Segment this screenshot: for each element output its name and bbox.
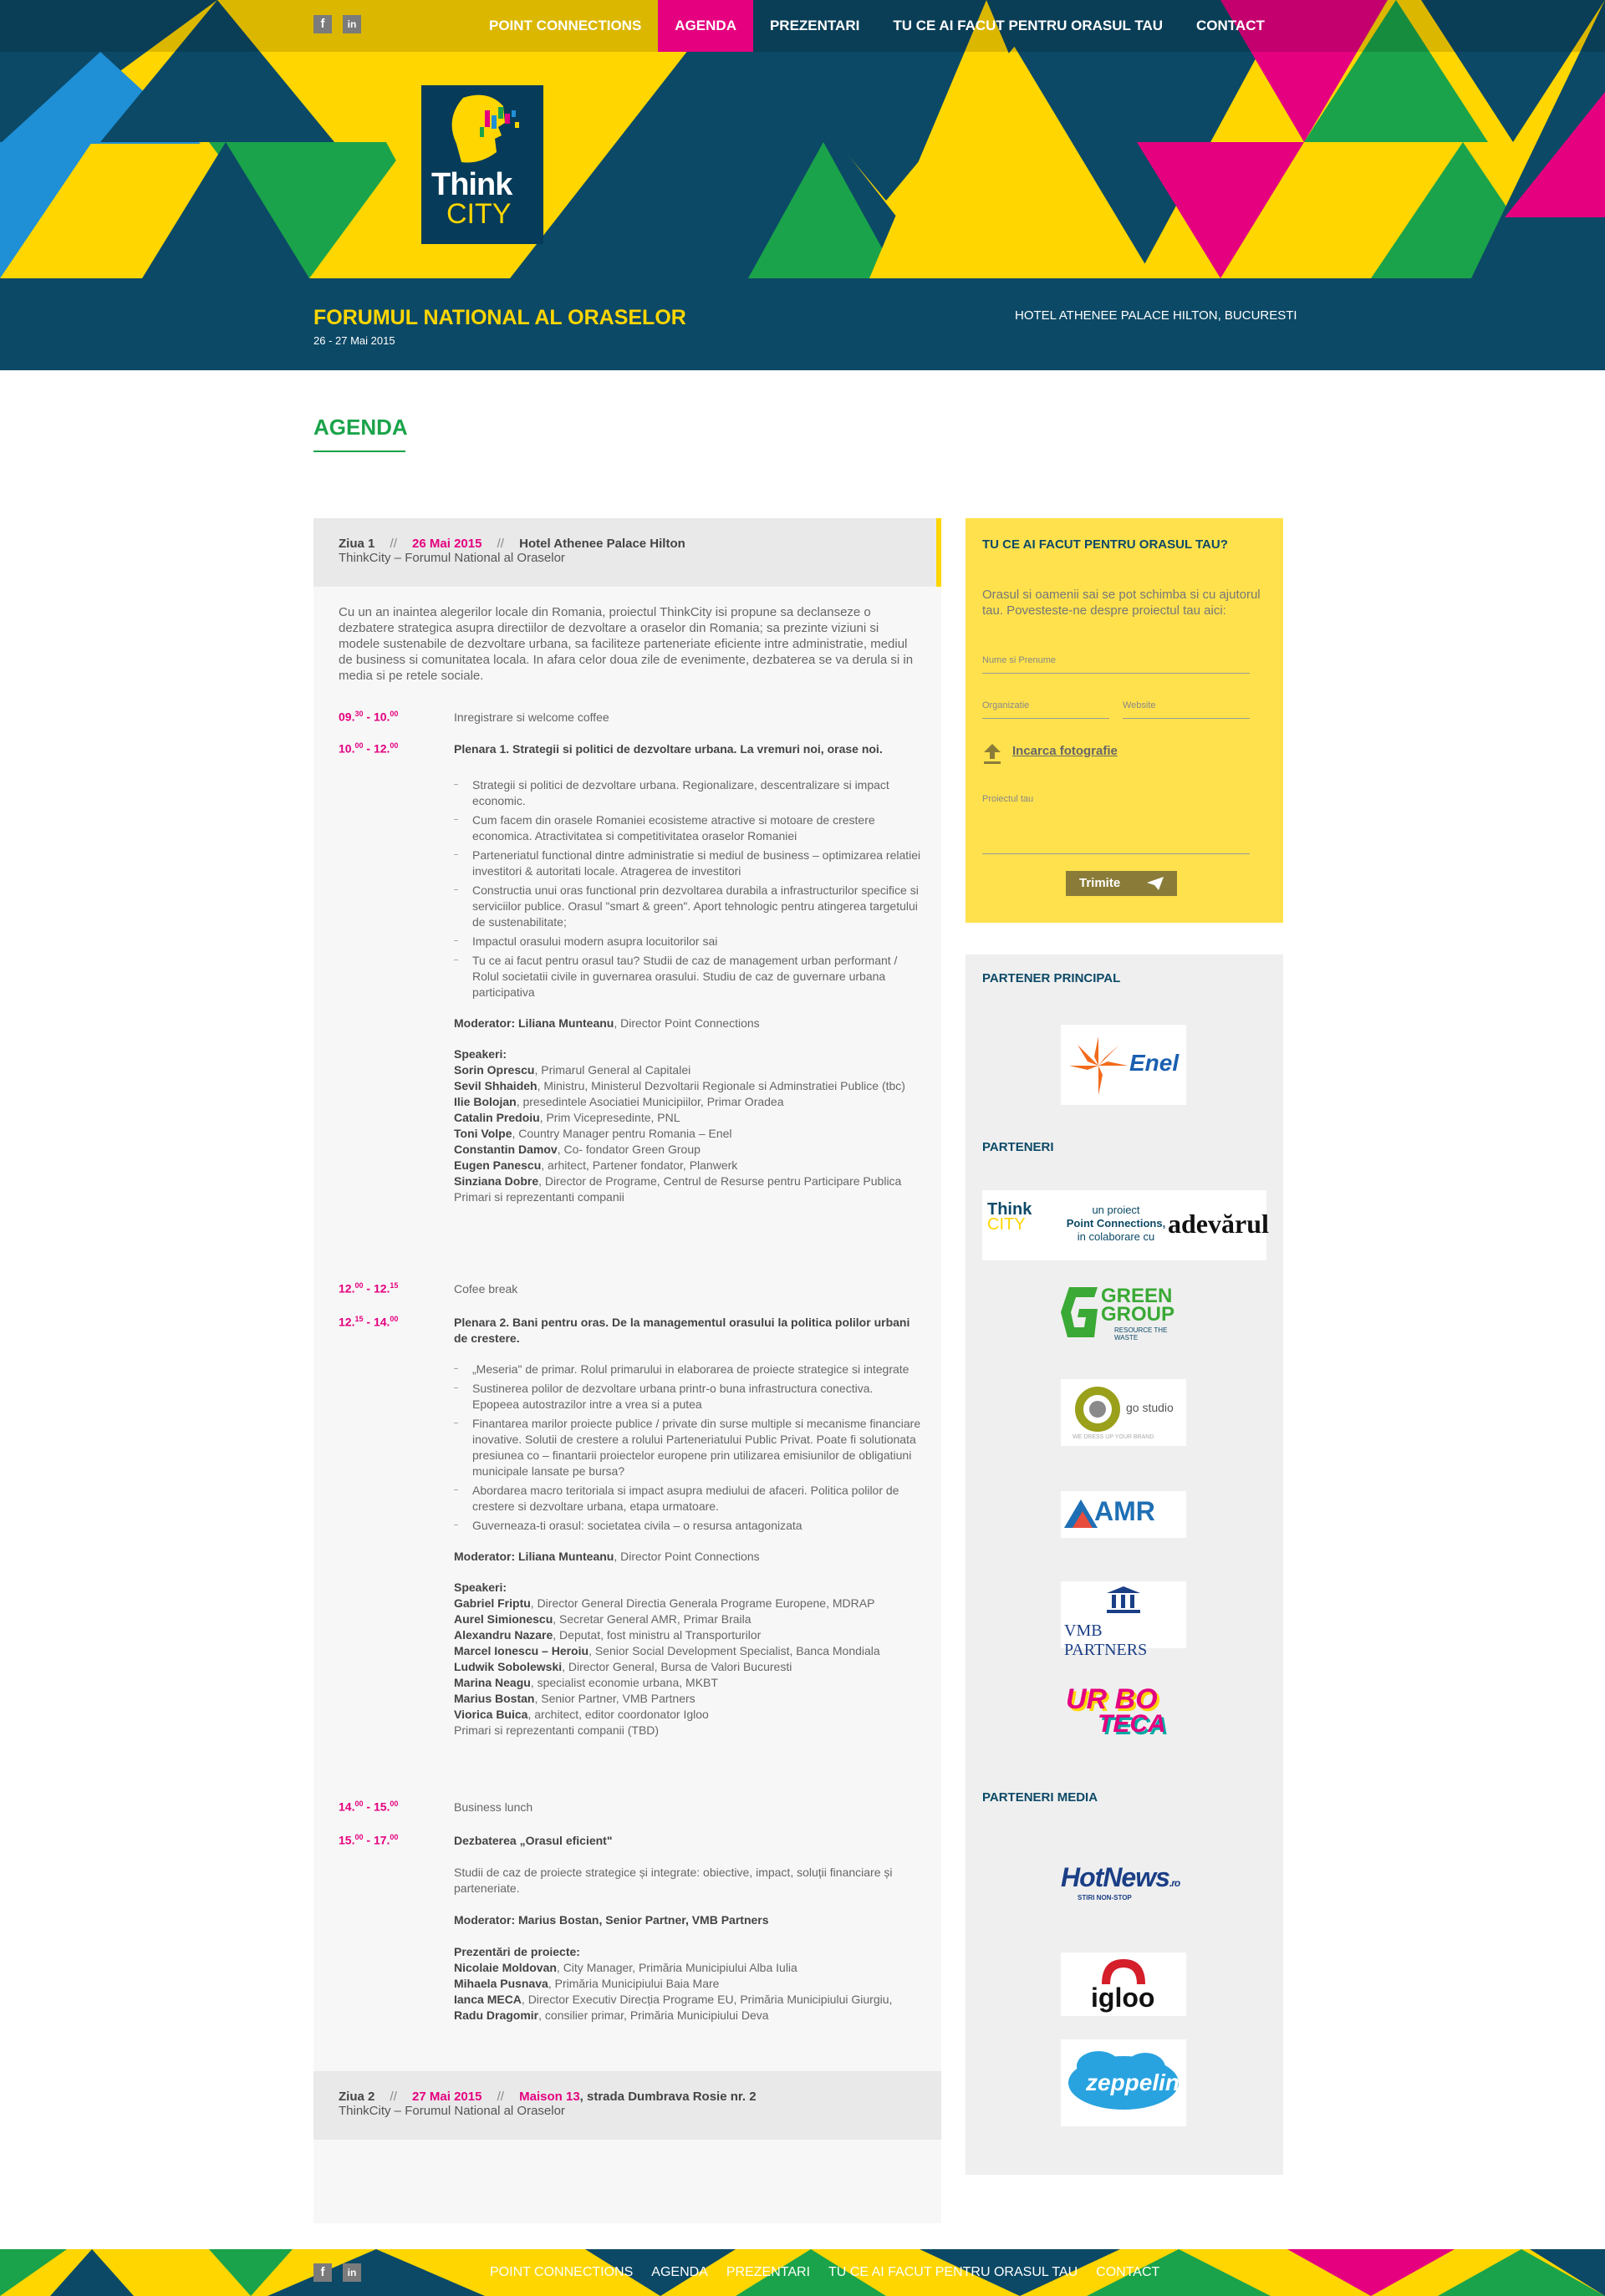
zeppelin-logo[interactable] bbox=[1061, 2039, 1186, 2126]
go-studio-text: go studio bbox=[1126, 1401, 1174, 1414]
day2-label: Ziua 2 bbox=[339, 2090, 375, 2104]
website-field[interactable]: Website bbox=[1123, 700, 1250, 719]
list-item: Tu ce ai facut pentru orasul tau? Studii de caz de management urban performant / Rolul societatii civile in guvernarea orasului. Studiu de caz de guvernare urbana participativa bbox=[454, 953, 922, 1000]
list-item: Guverneaza-ti orasul: societatea civila – o resursa antagonizata bbox=[454, 1518, 922, 1534]
urbo-teca-logo[interactable] bbox=[1061, 1683, 1186, 1742]
hotnews-text: HotNews.ro bbox=[1061, 1862, 1180, 1892]
page-title: AGENDA bbox=[313, 415, 408, 440]
go-studio-icon bbox=[1073, 1384, 1123, 1434]
footer-menu bbox=[481, 2249, 1169, 2296]
day2-header[interactable]: Ziua 2 // 27 Mai 2015 // Maison 13, strada Dumbrava Rosie nr. 2 ThinkCity – Forumul National al Oraselor bbox=[313, 2071, 941, 2140]
topic-list bbox=[454, 777, 922, 1000]
upload-icon[interactable] bbox=[984, 744, 1001, 764]
footer-nav-contact[interactable]: CONTACT bbox=[1096, 2265, 1160, 2279]
event-band bbox=[0, 278, 1605, 370]
enel-sun-icon bbox=[1069, 1036, 1128, 1095]
organization-field[interactable]: Organizatie bbox=[982, 700, 1109, 719]
go-studio-logo[interactable] bbox=[1061, 1379, 1186, 1446]
footer-nav-agenda[interactable]: AGENDA bbox=[651, 2265, 708, 2279]
session-time: 14.00 - 15.00 bbox=[339, 1800, 399, 1814]
zeppelin-text: zeppelin bbox=[1086, 2069, 1180, 2095]
adevarul-logo[interactable] bbox=[982, 1190, 1269, 1260]
nav-tu-ce-ai-facut[interactable]: TU CE AI FACUT PENTRU ORASUL TAU bbox=[893, 18, 1164, 33]
vmb-columns-icon bbox=[1107, 1586, 1140, 1613]
list-item: Cum facem din orasele Romaniei ecosisteme atractive si motoare de crestere economica. Atractivitatea si competitivitatea oraselor Romaniei bbox=[454, 812, 922, 844]
moderator: Moderator: Liliana Munteanu, Director Point Connections bbox=[454, 1016, 760, 1030]
partners-panel bbox=[966, 955, 1283, 2175]
event-dates: 26 - 27 Mai 2015 bbox=[313, 334, 395, 347]
list-item: Parteneriatul functional dintre administratie si mediul de business – optimizarea relatiei investitori & autoritati locale. Atragerea de investitori bbox=[454, 848, 922, 879]
triangle-pattern bbox=[1505, 92, 1605, 217]
list-item: Constructia unui oras functional prin dezvoltarea durabila a infrastructurilor specifice si serviciilor publice. Orasul "smart & green". Aport tehnologic pentru atingerea targetului de sustenabilitate; bbox=[454, 883, 922, 930]
day2-subtitle: ThinkCity – Forumul National al Oraselor bbox=[339, 2104, 565, 2118]
session-time: 10.00 - 12.00 bbox=[339, 741, 399, 756]
session-title: Dezbaterea „Orasul eficient" bbox=[454, 1834, 613, 1847]
nav-agenda[interactable]: AGENDA bbox=[658, 0, 753, 52]
facebook-icon[interactable]: f bbox=[313, 15, 332, 33]
amr-logo[interactable] bbox=[1061, 1491, 1186, 1538]
list-item: Finantarea marilor proiecte publice / private din surse multiple si mecanisme financiare inovative. Solutii de crestere a rolului Parteneriatului Public Privat. Poate fi solutionata presiunea co – finantarii proiectelor europene prin utilizarea emisiunilor de obligatiuni municipale lansate pe bursa? bbox=[454, 1416, 922, 1479]
list-item: Abordarea macro teritoriala si impact asupra mediului de afaceri. Politica polilor de crestere si dezvoltare urbana, etapa urmatoare. bbox=[454, 1483, 922, 1515]
nav-prezentari[interactable]: PREZENTARI bbox=[769, 18, 860, 33]
main-partner-title: PARTENER PRINCIPAL bbox=[982, 971, 1121, 985]
day1-date: 26 Mai 2015 bbox=[412, 537, 482, 551]
day2-address: , strada Dumbrava Rosie nr. 2 bbox=[579, 2090, 757, 2104]
speakers: Speakeri: Sorin Oprescu, Primarul General al Capitalei Sevil Shhaideh, Ministru, Ministerul Dezvoltarii Regionale si Adminstratiei Publice (tbc) Ilie Bolojan, presedintele Asociatiei Municipiilor, Primar Oradea Catalin Predoiu, Prim Vicepresedinte, PNL Toni Volpe, Country Manager pentru Romania – Enel Constantin Damov, Co- fondator Green Group Eugen Panescu, arhitect, Partener fondator, Planwerk Sinziana Dobre, Director de Programe, Centrul de Resurse pentru Participare Publica Primari si reprezentanti companii bbox=[454, 1047, 905, 1204]
enel-text: Enel bbox=[1129, 1050, 1180, 1076]
moderator: Moderator: Marius Bostan, Senior Partner, VMB Partners bbox=[454, 1913, 769, 1927]
submit-label: Trimite bbox=[1079, 876, 1121, 890]
adevarul-note: un proiect Point Connections, in colaborare cu bbox=[1066, 1204, 1166, 1243]
session-description: Studii de caz de proiecte strategice și integrate: obiective, impact, soluții financiare și parteneriate. bbox=[454, 1866, 893, 1895]
igloo-dome-icon bbox=[1098, 1956, 1149, 1984]
form-description: Orasul si oamenii sai se pot schimba si cu ajutorul tau. Povesteste-ne despre proiectul tau aici: bbox=[982, 588, 1261, 618]
igloo-text: igloo bbox=[1091, 1983, 1155, 2013]
triangle-pattern bbox=[1137, 142, 1304, 278]
speakers: Speakeri: Gabriel Friptu, Director General Directia Generala Programe Europene, MDRAP Aurel Simionescu, Secretar General AMR, Primar Braila Alexandru Nazare, Deputat, fost ministru al Transporturilor Marcel Ionescu – Heroiu, Senior Social Development Specialist, Banca Mondiala Ludwik Sobolewski, Director General, Bursa de Valori Bucuresti Marina Neagu, specialist economie urbana, MKBT Marius Bostan, Senior Partner, VMB Partners Viorica Buica, architect, editor coordonator Igloo Primari si reprezentanti companii (TBD) bbox=[454, 1581, 880, 1737]
day1-label: Ziua 1 bbox=[339, 537, 375, 551]
title-underline bbox=[313, 451, 405, 452]
go-studio-tagline: WE DRESS UP YOUR BRAND bbox=[1073, 1434, 1154, 1440]
nav-point-connections[interactable]: POINT CONNECTIONS bbox=[489, 18, 642, 33]
footer-nav-point-connections[interactable]: POINT CONNECTIONS bbox=[490, 2265, 634, 2279]
top-navigation bbox=[0, 0, 1605, 52]
vmb-partners-logo[interactable] bbox=[1061, 1581, 1186, 1659]
name-field[interactable]: Nume si Prenume bbox=[982, 655, 1250, 674]
footer bbox=[0, 2249, 1605, 2296]
submit-button[interactable] bbox=[1066, 871, 1177, 896]
moderator: Moderator: Liliana Munteanu, Director Point Connections bbox=[454, 1550, 760, 1563]
triangle-pattern bbox=[1530, 2249, 1605, 2296]
footer-linkedin-icon[interactable]: in bbox=[343, 2263, 361, 2282]
send-icon bbox=[1147, 877, 1164, 890]
day2-date: 27 Mai 2015 bbox=[412, 2090, 482, 2104]
session-title: Plenara 2. Bani pentru oras. De la managementul orasului la politica polilor urbani de crestere. bbox=[454, 1316, 910, 1345]
linkedin-icon[interactable]: in bbox=[343, 15, 361, 33]
project-presentations: Prezentări de proiecte: Nicolaie Moldovan, City Manager, Primăria Municipiului Alba Iulia Mihaela Pusnava, Primăria Municipiului Baia Mare Ianca MECA, Director Executiv Direcția Programe EU, Primăria Municipiului Giurgiu, Radu Dragomir, consilier primar, Primăria Municipiului Deva bbox=[454, 1945, 893, 2022]
partners-title: PARTENERI bbox=[982, 1140, 1054, 1154]
form-title: TU CE AI FACUT PENTRU ORASUL TAU? bbox=[982, 537, 1228, 552]
session-title: Plenara 1. Strategii si politici de dezvoltare urbana. La vremuri noi, orase noi. bbox=[454, 742, 883, 756]
session-time: 12.15 - 14.00 bbox=[339, 1315, 399, 1329]
vmb-text: VMB PARTNERS bbox=[1064, 1621, 1148, 1659]
day2-place: Maison 13 bbox=[519, 2090, 580, 2104]
triangle-pattern bbox=[142, 142, 309, 278]
amr-icon bbox=[1064, 1496, 1098, 1530]
nav-contact[interactable]: CONTACT bbox=[1196, 18, 1265, 33]
green-group-icon bbox=[1061, 1287, 1098, 1337]
event-venue: HOTEL ATHENEE PALACE HILTON, BUCURESTI bbox=[1015, 308, 1297, 323]
day1-subtitle: ThinkCity – Forumul National al Oraselor bbox=[339, 551, 565, 565]
adevarul-text: adevărul bbox=[1168, 1209, 1269, 1239]
urbo-text: UR BO bbox=[1066, 1683, 1158, 1715]
igloo-logo[interactable] bbox=[1061, 1952, 1186, 2016]
session-time: 09.30 - 10.00 bbox=[339, 710, 399, 724]
green-group-text: GREEN GROUP bbox=[1101, 1285, 1175, 1326]
session-title: Business lunch bbox=[454, 1800, 533, 1814]
green-group-tagline: RESOURCE THE WASTE bbox=[1114, 1326, 1168, 1341]
logo-think: Think bbox=[431, 167, 512, 202]
triangle-pattern bbox=[0, 142, 92, 278]
footer-facebook-icon[interactable]: f bbox=[313, 2263, 332, 2282]
list-item: Impactul orasului modern asupra locuitorilor sai bbox=[454, 934, 922, 949]
main-menu bbox=[472, 0, 1281, 52]
media-partners-title: PARTENERI MEDIA bbox=[982, 1790, 1098, 1805]
green-group-logo[interactable] bbox=[1061, 1284, 1186, 1342]
day1-intro: Cu un an inaintea alegerilor locale din Romania, proiectul ThinkCity isi propune sa declanseze o dezbatere strategica asupra directiilor de dezvoltare a oraselor din Romania; sa prezinte viziuni si modele sustenabile de dezvoltare urbana, sa faciliteze parteneriate eficiente intre administratie, mediul de business si comunitatea locala. In afara celor doua zile de evenimente, dezbaterea se va derula si in media si pe retele sociale. bbox=[339, 605, 914, 683]
hotnews-logo[interactable] bbox=[1061, 1856, 1186, 1902]
event-title: FORUMUL NATIONAL AL ORASELOR bbox=[313, 306, 686, 329]
triangle-pattern bbox=[50, 2249, 134, 2296]
triangle-pattern bbox=[1287, 2249, 1455, 2296]
list-item: Sustinerea polilor de dezvoltare urbana printr-o buna infrastructura conectiva. Epopeea autostrazilor intre a vrea si a putea bbox=[454, 1381, 922, 1413]
footer-nav-prezentari[interactable]: PREZENTARI bbox=[726, 2265, 811, 2279]
day1-place: Hotel Athenee Palace Hilton bbox=[519, 537, 685, 551]
amr-text: AMR bbox=[1094, 1496, 1155, 1526]
topic-list bbox=[454, 1362, 922, 1534]
teca-text: TECA bbox=[1098, 1710, 1166, 1738]
project-form bbox=[966, 518, 1283, 923]
triangle-pattern bbox=[268, 2249, 485, 2296]
thinkcity-mini-logo: Think CITY bbox=[987, 1200, 1032, 1234]
upload-photo-link[interactable]: Incarca fotografie bbox=[1012, 744, 1118, 758]
list-item: Strategii si politici de dezvoltare urbana. Regionalizare, descentralizare si impact economic. bbox=[454, 777, 922, 809]
session-title: Inregistrare si welcome coffee bbox=[454, 710, 609, 724]
agenda-panel bbox=[313, 518, 941, 2223]
thinkcity-logo[interactable] bbox=[421, 85, 543, 244]
day1-header[interactable]: Ziua 1 // 26 Mai 2015 // Hotel Athenee Palace Hilton ThinkCity – Forumul National al Oraselor bbox=[313, 518, 941, 587]
hotnews-tagline: STIRI NON-STOP bbox=[1078, 1894, 1132, 1901]
logo-city: CITY bbox=[446, 198, 512, 230]
footer-nav-tu-ce-ai-facut[interactable]: TU CE AI FACUT PENTRU ORASUL TAU bbox=[828, 2265, 1078, 2279]
list-item: „Meseria" de primar. Rolul primarului in elaborarea de proiecte strategice si integrate bbox=[454, 1362, 922, 1377]
project-textarea[interactable]: Proiectul tau bbox=[982, 794, 1250, 854]
session-title: Cofee break bbox=[454, 1282, 518, 1296]
enel-logo[interactable] bbox=[1061, 1025, 1186, 1105]
session-time: 15.00 - 17.00 bbox=[339, 1833, 399, 1847]
session-time: 12.00 - 12.15 bbox=[339, 1281, 399, 1296]
